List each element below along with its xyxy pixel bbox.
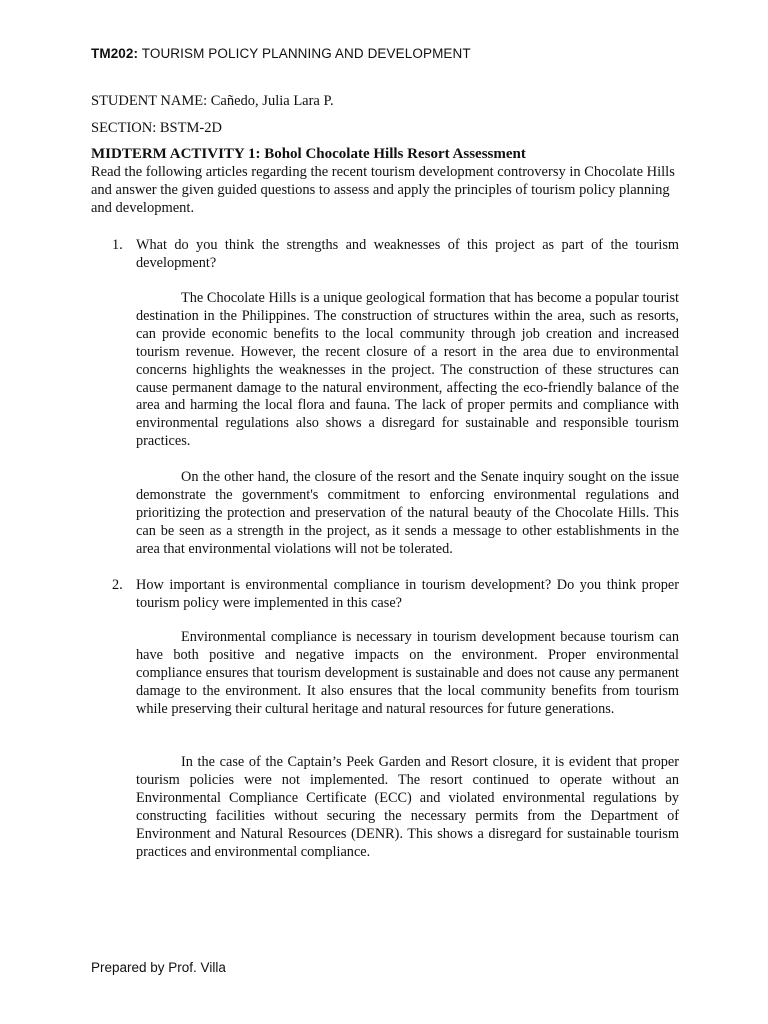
student-name-line: STUDENT NAME: Cañedo, Julia Lara P. — [91, 93, 334, 109]
activity-intro: Read the following articles regarding the recent tourism development controversy in Chocolate Hills and answer the given guided questions to assess and apply the principles of tourism policy planning and development. — [91, 164, 675, 217]
question-number: 1. — [112, 237, 123, 253]
section-line: SECTION: BSTM-2D — [91, 120, 222, 136]
question-text: What do you think the strengths and weaknesses of this project as part of the tourism development? — [136, 237, 679, 271]
prepared-by-footer: Prepared by Prof. Villa — [91, 960, 226, 975]
answer-paragraph: In the case of the Captain’s Peek Garden and Resort closure, it is evident that proper tourism policies were not implemented. The resort continued to operate without an Environmental Compliance Certificate (ECC) and violated environmental regulations by constructing facilities without securing the necessary permits from the Department of Environment and Natural Resources (DENR). This shows a disregard for sustainable tourism practices and environmental compliance. — [136, 754, 679, 860]
activity-title: MIDTERM ACTIVITY 1: Bohol Chocolate Hills Resort Assessment — [91, 146, 526, 162]
answer-paragraph: On the other hand, the closure of the resort and the Senate inquiry sought on the issue demonstrate the government's commitment to enforcing environmental regulations and prioritizing the protection and preservation of the natural beauty of the Chocolate Hills. This can be seen as a strength in the project, as it sends a message to other establishments in the area that environmental violations will not be tolerated. — [136, 469, 679, 557]
answer-paragraph: The Chocolate Hills is a unique geological formation that has become a popular tourist destination in the Philippines. The construction of structures within the area, such as resorts, can provide economic benefits to the local community through job creation and increased tourism revenue. However, the recent closure of a resort in the area due to environmental concerns highlights the weaknesses in the project. The construction of these structures can cause permanent damage to the natural environment, affecting the eco-friendly balance of the area and harming the local flora and fauna. The lack of proper permits and compliance with environmental regulations also shows a disregard for sustainable and responsible tourism practices. — [136, 290, 679, 450]
question-1 — [91, 236, 679, 272]
question-number: 2. — [112, 577, 123, 593]
course-code: TM202: — [91, 46, 139, 61]
question-2 — [91, 576, 679, 612]
answer-paragraph: Environmental compliance is necessary in tourism development because tourism can have both positive and negative impacts on the environment. Proper environmental compliance ensures that tourism development is sustainable and does not cause any permanent damage to the environment. It also ensures that the local community benefits from tourism while preserving their cultural heritage and natural resources for future generations. — [136, 629, 679, 717]
course-header — [91, 46, 471, 61]
course-title: TOURISM POLICY PLANNING AND DEVELOPMENT — [141, 46, 471, 61]
question-text: How important is environmental compliance in tourism development? Do you think proper tourism policy were implemented in this case? — [136, 577, 679, 611]
